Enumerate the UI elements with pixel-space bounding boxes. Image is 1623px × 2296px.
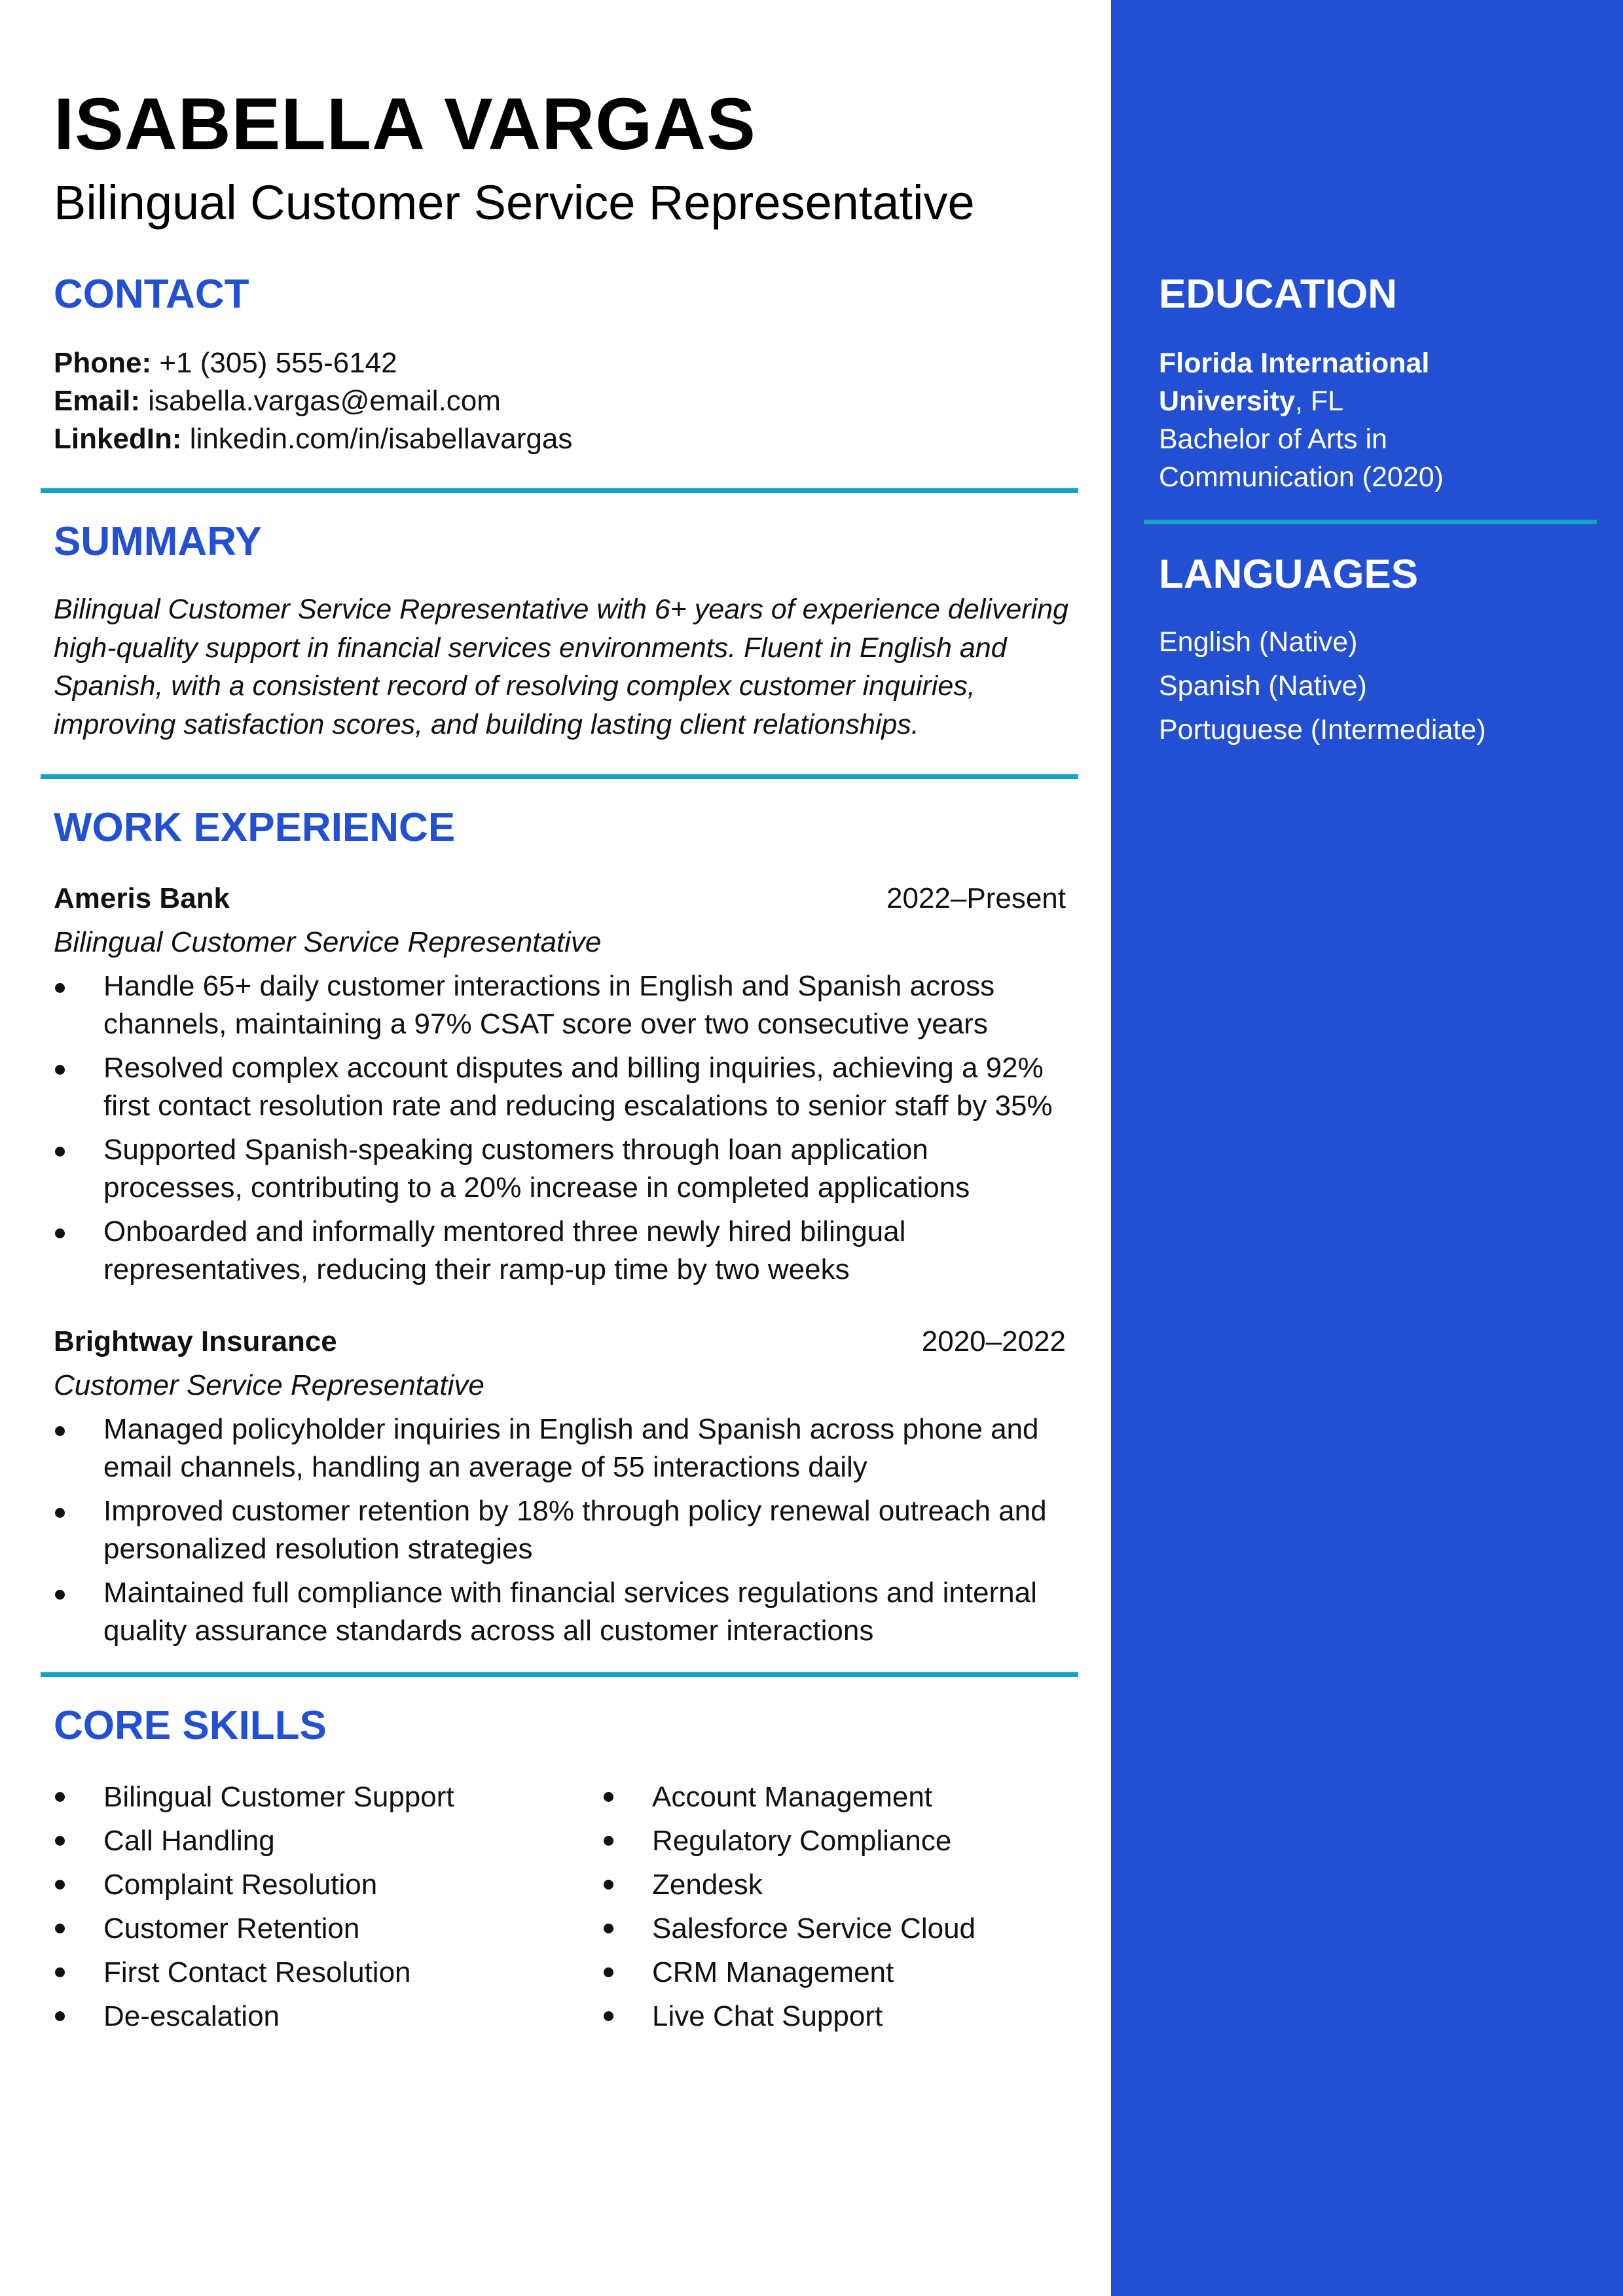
section-divider	[1144, 520, 1597, 524]
languages-heading: LANGUAGES	[1159, 552, 1419, 597]
school-name: Florida International University	[1159, 348, 1430, 417]
skills-list-left	[54, 1775, 551, 2038]
job-dates: 2020–2022	[921, 1325, 1066, 1357]
list-item: Customer Retention	[54, 1907, 551, 1950]
language-item: English (Native)	[1159, 626, 1358, 658]
bullet-icon	[55, 1924, 65, 1933]
job-title: Customer Service Representative	[54, 1369, 484, 1401]
bullet-icon	[55, 1836, 65, 1846]
company-name: Brightway Insurance	[54, 1325, 337, 1357]
bullet-icon	[55, 983, 65, 993]
list-item: Zendesk	[602, 1863, 1061, 1907]
list-item: Account Management	[602, 1775, 1061, 1819]
list-item: Supported Spanish-speaking customers through loan application processes, contributing to a 20% increase in completed applications	[54, 1131, 1075, 1207]
degree: Bachelor of Arts in Communication (2020)	[1159, 423, 1444, 493]
bullet-icon	[55, 1065, 65, 1075]
list-item: Improved customer retention by 18% through policy renewal outreach and personalized resolution strategies	[54, 1492, 1075, 1568]
job-bullets	[54, 1410, 1075, 1656]
school-location: , FL	[1294, 386, 1344, 417]
experience-heading: WORK EXPERIENCE	[54, 805, 456, 850]
phone-label: Phone:	[54, 347, 152, 379]
bullet-icon	[604, 2011, 613, 2021]
list-item: First Contact Resolution	[54, 1950, 551, 1994]
contact-email	[54, 382, 501, 420]
bullet-icon	[55, 1426, 65, 1436]
education-entry	[1159, 344, 1499, 496]
bullet-icon	[604, 1792, 613, 1802]
summary-heading: SUMMARY	[54, 519, 263, 564]
skills-heading: CORE SKILLS	[54, 1703, 327, 1748]
list-item: De-escalation	[54, 1994, 551, 2038]
bullet-icon	[55, 1880, 65, 1890]
bullet-icon	[55, 1792, 65, 1802]
bullet-icon	[55, 1147, 65, 1157]
summary-text: Bilingual Customer Service Representative with 6+ years of experience delivering high-quality support in financial services environments. Fluent in English and Spanish, with a consistent record of resolving complex customer inquiries, improving satisfaction scores, and building lasting client relationships.	[54, 594, 1068, 740]
contact-heading: CONTACT	[54, 272, 249, 317]
bullet-icon	[604, 1836, 613, 1846]
candidate-title: Bilingual Customer Service Representative	[54, 175, 975, 230]
list-item: Salesforce Service Cloud	[602, 1907, 1061, 1950]
list-item: Resolved complex account disputes and billing inquiries, achieving a 92% first contact resolution rate and reducing escalations to senior staff by 35%	[54, 1049, 1075, 1125]
company-name: Ameris Bank	[54, 882, 230, 914]
list-item: Handle 65+ daily customer interactions in English and Spanish across channels, maintaining a 97% CSAT score over two consecutive years	[54, 967, 1075, 1043]
list-item: Regulatory Compliance	[602, 1819, 1061, 1863]
list-item: Onboarded and informally mentored three newly hired bilingual representatives, reducing their ramp-up time by two weeks	[54, 1213, 1075, 1289]
contact-linkedin	[54, 420, 572, 458]
job-header	[54, 879, 1066, 918]
job-header	[54, 1322, 1066, 1361]
list-item: Call Handling	[54, 1819, 551, 1863]
job-bullets	[54, 967, 1075, 1295]
sidebar	[1111, 0, 1623, 2296]
bullet-icon	[604, 1967, 613, 1977]
bullet-icon	[55, 1590, 65, 1600]
section-divider	[41, 774, 1078, 779]
contact-phone	[54, 344, 397, 382]
skills-list-right	[602, 1775, 1061, 2038]
language-item: Spanish (Native)	[1159, 670, 1367, 702]
list-item: Complaint Resolution	[54, 1863, 551, 1907]
email-label: Email:	[54, 385, 141, 417]
list-item: CRM Management	[602, 1950, 1061, 1994]
list-item: Maintained full compliance with financial services regulations and internal quality assurance standards across all customer interactions	[54, 1574, 1075, 1650]
bullet-icon	[604, 1880, 613, 1890]
section-divider	[41, 488, 1078, 493]
bullet-icon	[55, 1229, 65, 1238]
bullet-icon	[604, 1924, 613, 1933]
email-value: isabella.vargas@email.com	[140, 385, 501, 417]
section-divider	[41, 1672, 1078, 1677]
list-item: Live Chat Support	[602, 1994, 1061, 2038]
job-dates: 2022–Present	[886, 882, 1066, 914]
bullet-icon	[55, 1508, 65, 1518]
phone-value: +1 (305) 555-6142	[151, 347, 397, 379]
language-item: Portuguese (Intermediate)	[1159, 714, 1486, 745]
education-heading: EDUCATION	[1159, 272, 1397, 317]
job-title: Bilingual Customer Service Representative	[54, 926, 602, 958]
candidate-name: ISABELLA VARGAS	[54, 83, 756, 165]
linkedin-label: LinkedIn:	[54, 423, 182, 455]
linkedin-value: linkedin.com/in/isabellavargas	[181, 423, 573, 455]
bullet-icon	[55, 2011, 65, 2021]
bullet-icon	[55, 1967, 65, 1977]
list-item: Bilingual Customer Support	[54, 1775, 551, 1819]
list-item: Managed policyholder inquiries in English and Spanish across phone and email channels, handling an average of 55 interactions daily	[54, 1410, 1075, 1486]
